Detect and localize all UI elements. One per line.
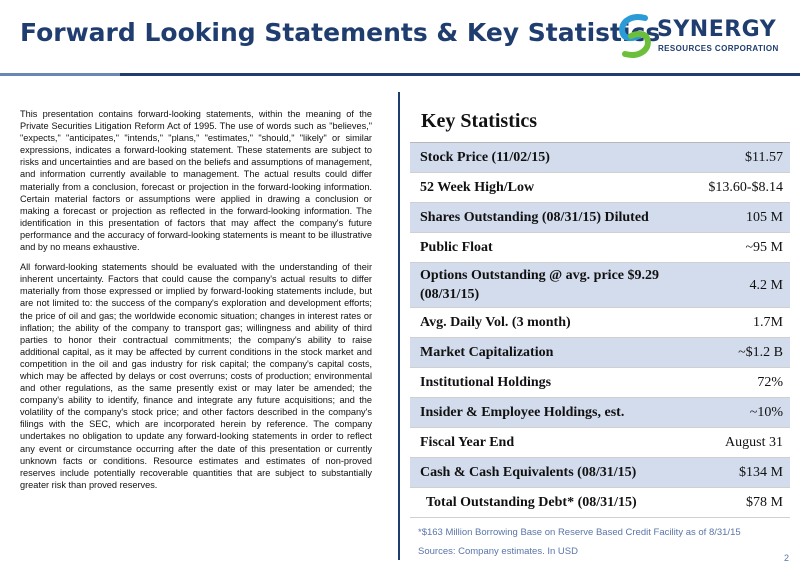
sources-note: Sources: Company estimates. In USD bbox=[418, 546, 578, 557]
stat-row bbox=[410, 263, 790, 308]
stat-value: 72% bbox=[757, 374, 783, 390]
stat-label: Total Outstanding Debt* (08/31/15) bbox=[426, 494, 637, 510]
stat-label: Avg. Daily Vol. (3 month) bbox=[420, 314, 571, 330]
stat-row bbox=[410, 233, 790, 263]
stat-row bbox=[410, 338, 790, 368]
logo-name: SYNERGY bbox=[657, 17, 777, 42]
stat-value: 105 M bbox=[746, 209, 783, 225]
stat-row bbox=[410, 428, 790, 458]
page-title: Forward Looking Statements & Key Statistics bbox=[20, 18, 661, 47]
header-rule bbox=[0, 73, 800, 76]
stat-value: $11.57 bbox=[745, 149, 783, 165]
paragraph: All forward-looking statements should be evaluated with the understanding of their inherent uncertainty. Factors that could cause the company's actual results to differ materially from those expressed or implied by forward-looking statements include, but are not limited to: the success of the company's exploration and development efforts; the price of oil and gas; the worldwide economic situation; changes in interest rates or inflation; the ability of the company to transport gas; willingness and ability of third parties to honor their contractual commitments; the company's ability to raise additional capital, as it may be affected by current conditions in the stock market and competition in the oil and gas industry for risk capital; the company's capital costs, which may be affected by delays or cost overruns; costs of production; environmental and other regulations, as the same presently exist or may later be amended; the company's ability to identify, finance and integrate any future acquisitions; and the volatility of the company's stock price; and other factors described in the company's filings with the SEC, which are incorporated herein by reference. The company undertakes no obligation to update any forward-looking statements in order to reflect any event or circumstance occurring after the date of this presentation or currently unknown facts or conditions. Resource estimates and estimates of non-proved reserves include potentially recoverable quantities that are subject to substantially greater risk than proved reserves. bbox=[20, 262, 372, 490]
synergy-swirl-icon bbox=[615, 12, 655, 60]
stat-label: Stock Price (11/02/15) bbox=[420, 149, 550, 165]
stat-value: 4.2 M bbox=[749, 277, 783, 293]
stat-row bbox=[410, 398, 790, 428]
key-statistics-table bbox=[410, 142, 790, 518]
stat-label: Market Capitalization bbox=[420, 344, 554, 360]
stat-row bbox=[410, 143, 790, 173]
stat-row bbox=[410, 308, 790, 338]
stat-row bbox=[410, 203, 790, 233]
stat-value: ~10% bbox=[749, 404, 783, 420]
stat-label: Public Float bbox=[420, 239, 493, 255]
forward-looking-text bbox=[20, 108, 372, 499]
stat-value: ~$1.2 B bbox=[738, 344, 783, 360]
stat-value: ~95 M bbox=[745, 239, 783, 255]
stat-row bbox=[410, 173, 790, 203]
footnote: *$163 Million Borrowing Base on Reserve Based Credit Facility as of 8/31/15 bbox=[418, 527, 741, 538]
stat-row bbox=[410, 458, 790, 488]
stats-title: Key Statistics bbox=[421, 110, 538, 132]
stat-label: 52 Week High/Low bbox=[420, 179, 535, 195]
stat-label: Fiscal Year End bbox=[420, 434, 515, 450]
logo-subtitle: RESOURCES CORPORATION bbox=[658, 44, 779, 53]
page-number: 2 bbox=[784, 553, 790, 563]
stat-label: Options Outstanding @ avg. price $9.29 (08/31/15) bbox=[420, 268, 659, 302]
column-divider bbox=[398, 92, 400, 560]
stat-value: 1.7M bbox=[753, 314, 783, 330]
stat-label: Institutional Holdings bbox=[420, 374, 552, 390]
stat-value: $78 M bbox=[746, 494, 783, 510]
company-logo bbox=[613, 10, 788, 66]
paragraph: This presentation contains forward-looking statements, within the meaning of the Private Securities Litigation Reform Act of 1995. The use of words such as "believes," "expects," "anticipates," "intends," "plans," "estimates," "should," "likely" or similar expressions, indicates a forward-looking statement. These statements are subject to risks and uncertainties and are based on the beliefs and assumptions of management, and information currently available to management. The actual results could differ materially from a conclusion, forecast or projection in the forward-looking information. Certain material factors or assumptions were applied in drawing a conclusion or making a forecast or projection as reflected in the forward-looking information. The identification in this presentation of factors that may affect the company's future performance and the accuracy of forward-looking statements is meant to be illustrative and by no means exhaustive. bbox=[20, 109, 372, 253]
header-rule-accent bbox=[0, 73, 120, 76]
stat-value: $13.60-$8.14 bbox=[708, 179, 783, 195]
stat-label: Cash & Cash Equivalents (08/31/15) bbox=[420, 464, 637, 480]
stat-row bbox=[410, 368, 790, 398]
stat-row bbox=[410, 488, 790, 518]
stat-value: August 31 bbox=[725, 434, 783, 450]
stat-value: $134 M bbox=[739, 464, 783, 480]
stat-label: Insider & Employee Holdings, est. bbox=[420, 404, 625, 420]
stat-label: Shares Outstanding (08/31/15) Diluted bbox=[420, 209, 649, 225]
